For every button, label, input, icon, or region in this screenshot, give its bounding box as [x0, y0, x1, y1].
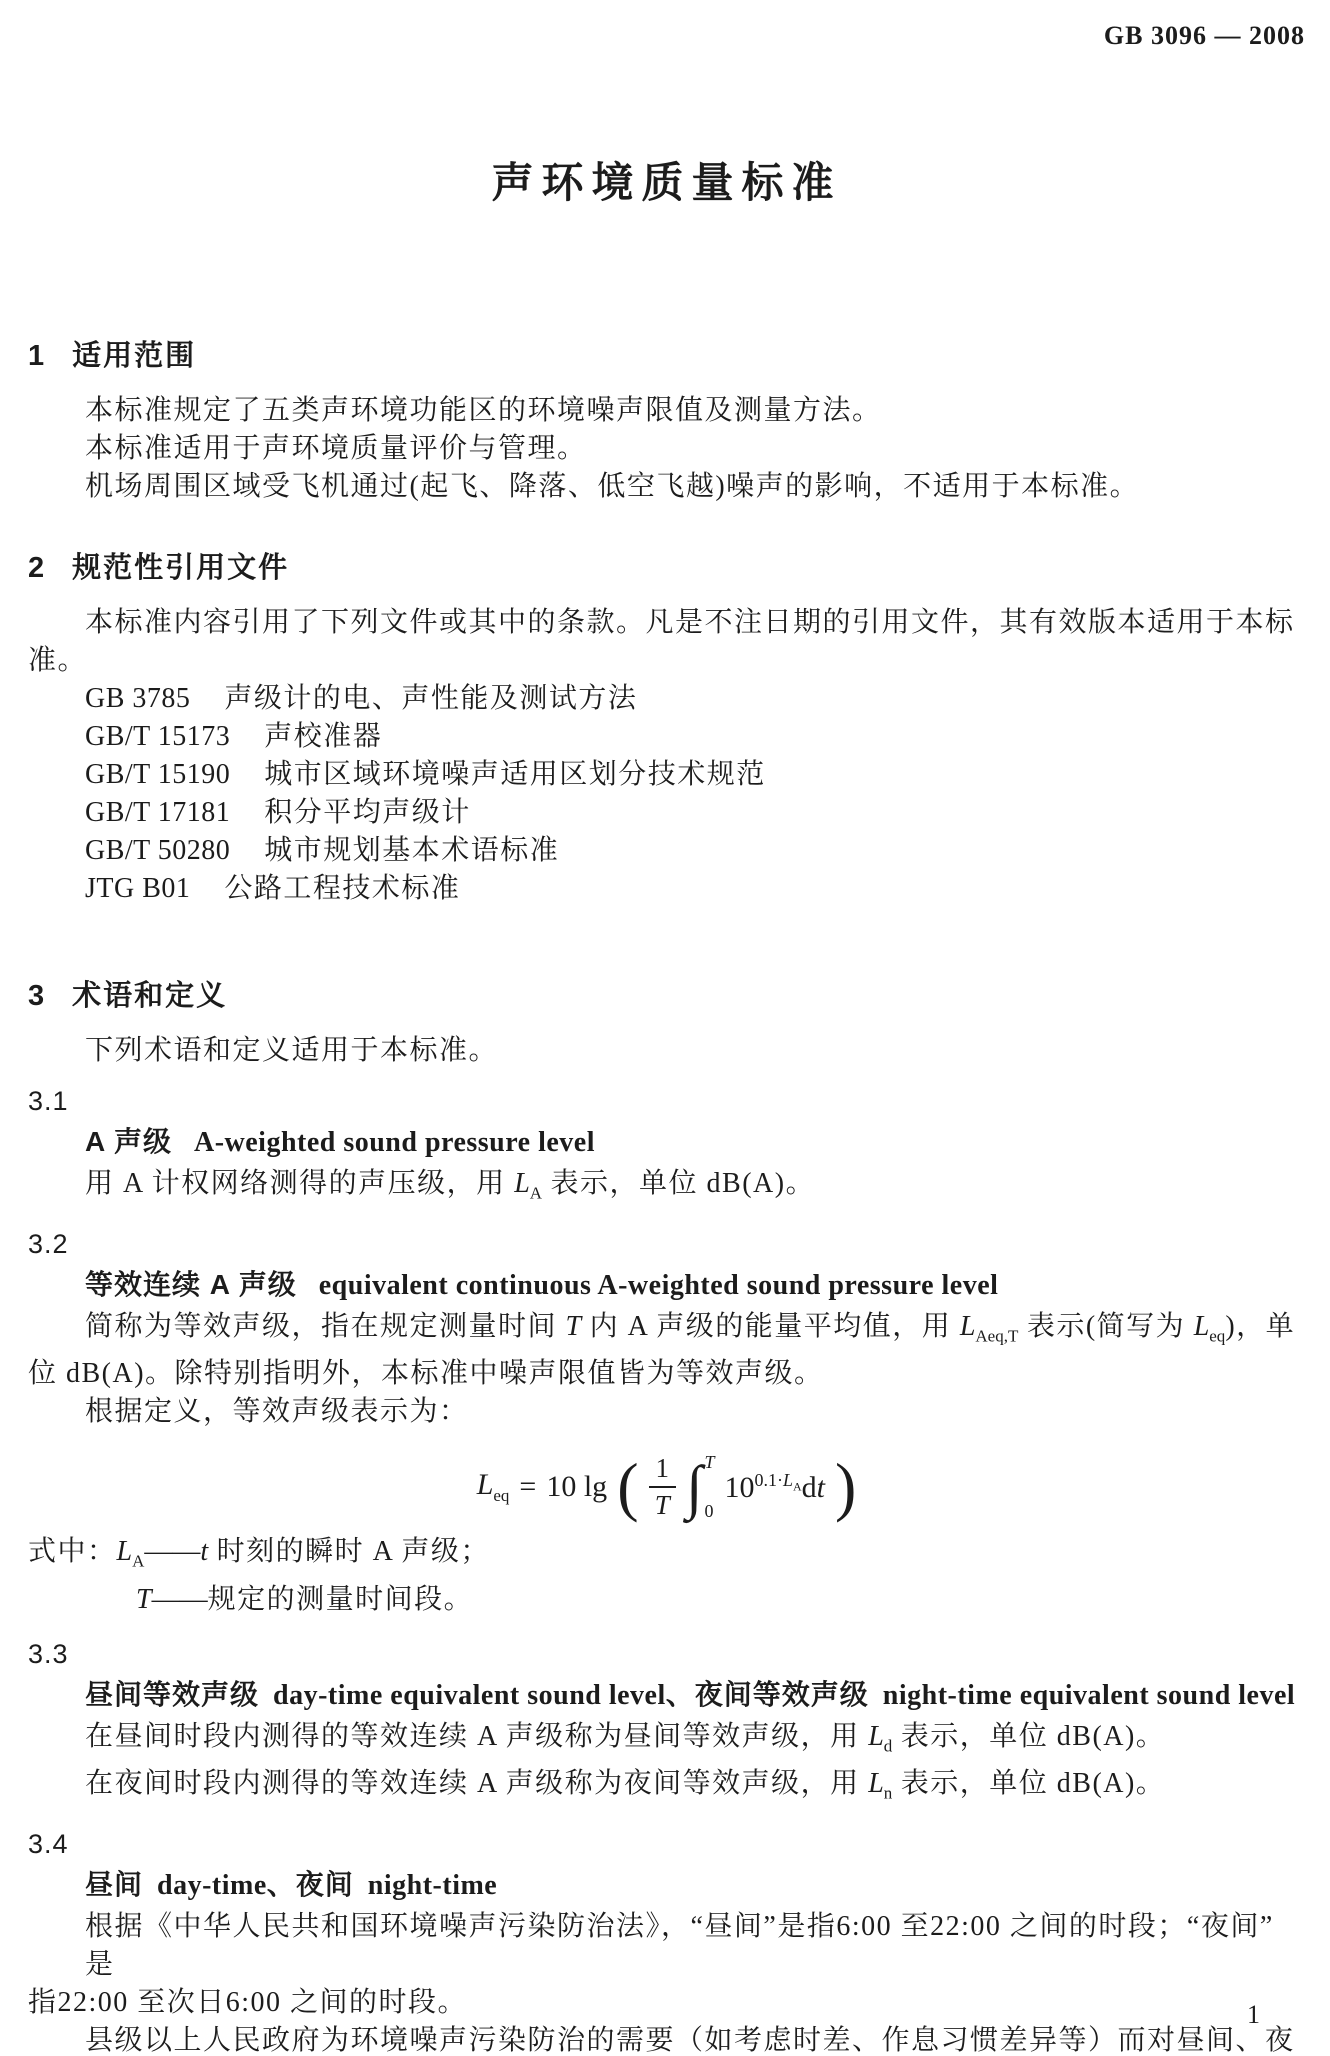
- where-label: 式中：: [28, 1536, 117, 1568]
- reference-code: GB/T 50280: [85, 835, 231, 866]
- term-3-1-zh: A 声级: [85, 1126, 172, 1157]
- subscript: A: [792, 1479, 802, 1494]
- reference-item: [28, 718, 1305, 756]
- fraction-denominator: T: [654, 1490, 670, 1521]
- symbol-LAeqT: L: [959, 1310, 976, 1342]
- section-3-number: 3: [28, 980, 47, 1012]
- reference-item: [28, 794, 1305, 832]
- subscript: Aeq,T: [975, 1326, 1019, 1346]
- symbol-Ld: L: [868, 1720, 884, 1752]
- text-segment: 表示，单位 dB(A)。: [892, 1720, 1166, 1752]
- formula-where-line-2: [28, 1581, 1305, 1619]
- symbol-T: T: [136, 1583, 152, 1615]
- fraction-numerator: 1: [649, 1453, 677, 1488]
- em-dash: ——: [151, 1583, 208, 1615]
- page-title: 声环境质量标准: [491, 159, 842, 206]
- term-3-3-definition-1: [28, 1718, 1305, 1766]
- leq-formula: [28, 1450, 1305, 1523]
- text-segment: 表示(简写为: [1018, 1310, 1194, 1342]
- page-number: 1: [1247, 2000, 1260, 2029]
- term-3-2-definition-line-1: [28, 1308, 1305, 1356]
- subscript: eq: [493, 1486, 510, 1506]
- term-3-3-definition-2: [28, 1765, 1305, 1813]
- term-3-2-heading: [28, 1267, 1305, 1304]
- term-3-1-number: 3.1: [28, 1086, 69, 1116]
- right-paren: ): [834, 1450, 857, 1523]
- reference-code: GB 3785: [85, 683, 191, 714]
- text-segment: 在夜间时段内测得的等效连续 A 声级称为夜间等效声级，用: [85, 1768, 869, 1800]
- reference-item: [28, 680, 1305, 718]
- power-term: [724, 1470, 825, 1505]
- formula-lhs: [477, 1468, 510, 1506]
- integral-sign: ∫: [686, 1454, 703, 1521]
- term-3-2-formula-intro: 根据定义，等效声级表示为：: [85, 1396, 469, 1428]
- fraction-1-over-T: [649, 1453, 677, 1521]
- symbol-Leq: L: [1193, 1310, 1210, 1342]
- section-1-title: 适用范围: [72, 340, 197, 372]
- term-3-4-zh1: 昼间: [85, 1869, 144, 1901]
- text-segment: 表示，单位 dB(A)。: [542, 1168, 816, 1199]
- term-3-4-zh2: 、夜间: [266, 1869, 354, 1901]
- symbol-t: t: [816, 1470, 825, 1504]
- text-segment: 规定的测量时间段。: [207, 1583, 474, 1615]
- text-segment: 在昼间时段内测得的等效连续 A 声级称为昼间等效声级，用: [85, 1720, 869, 1752]
- term-3-1-en: A-weighted sound pressure level: [193, 1127, 596, 1158]
- symbol-t: t: [200, 1536, 209, 1568]
- text-segment: 时刻的瞬时 A 声级；: [208, 1536, 490, 1568]
- symbol-Leq: L: [476, 1468, 494, 1502]
- reference-code: GB/T 15173: [85, 721, 231, 752]
- reference-title: 城市区域环境噪声适用区划分技术规范: [264, 759, 766, 790]
- term-3-4-en2: night-time: [367, 1870, 498, 1902]
- reference-code: GB/T 17181: [85, 797, 231, 828]
- subscript: A: [529, 1183, 543, 1203]
- reference-title: 积分平均声级计: [264, 797, 471, 828]
- term-3-4-paragraph-1-line-2: 指22:00 至次日6:00 之间的时段。: [28, 1987, 468, 2019]
- section-3-heading: [28, 980, 1305, 1012]
- term-3-1-definition: [28, 1165, 1305, 1213]
- equals-sign: =: [519, 1470, 537, 1504]
- reference-item: [28, 832, 1305, 870]
- term-3-2-definition-line-2: 位 dB(A)。除特别指明外，本标准中噪声限值皆为等效声级。: [28, 1358, 824, 1390]
- section-2-paragraph-line-2: 准。: [28, 645, 88, 676]
- base-10: 10: [724, 1470, 755, 1504]
- integral: [686, 1454, 714, 1520]
- section-3-intro: 下列术语和定义适用于本标准。: [85, 1035, 499, 1066]
- term-3-4-paragraph-2: 县级以上人民政府为环境噪声污染防治的需要（如考虑时差、作息习惯差异等）而对昼间、夜: [85, 2025, 1295, 2056]
- section-1-paragraph-3: 机场周围区域受飞机通过(起飞、降落、低空飞越)噪声的影响，不适用于本标准。: [85, 471, 1140, 502]
- reference-code: JTG B01: [85, 873, 191, 904]
- symbol-Ln: L: [868, 1768, 884, 1800]
- section-2-number: 2: [28, 552, 47, 584]
- symbol-LA: L: [116, 1536, 133, 1568]
- section-1-heading: [28, 340, 1305, 372]
- term-3-3-en1: day-time equivalent sound level: [273, 1679, 666, 1711]
- subscript: A: [132, 1551, 145, 1571]
- subscript: n: [883, 1784, 893, 1804]
- text-segment: 表示，单位 dB(A)。: [892, 1768, 1166, 1800]
- doc-header: [28, 0, 1305, 50]
- section-2-heading: [28, 552, 1305, 584]
- reference-item: [28, 870, 1305, 908]
- term-3-4-en1: day-time: [157, 1870, 267, 1902]
- reference-title: 声级计的电、声性能及测试方法: [224, 683, 638, 714]
- text-segment: 声级的能量平均值，用: [647, 1310, 960, 1342]
- term-3-1-heading: [28, 1124, 1305, 1161]
- section-2-paragraph-line-1: 本标准内容引用了下列文件或其中的条款。凡是不注日期的引用文件，其有效版本适用于本标: [85, 607, 1295, 638]
- section-1-number: 1: [28, 340, 47, 372]
- reference-code: GB/T 15190: [85, 759, 231, 790]
- lower-limit: 0: [704, 1501, 714, 1522]
- term-3-2-zh: 等效连续 A 声级: [85, 1268, 297, 1300]
- section-2-title: 规范性引用文件: [72, 552, 290, 584]
- term-3-3-zh2: 、夜间等效声级: [665, 1678, 869, 1710]
- coefficient: 10 lg: [546, 1470, 608, 1504]
- reference-item: [28, 756, 1305, 794]
- section-1-paragraph-1: 本标准规定了五类声环境功能区的环境噪声限值及测量方法。: [85, 395, 882, 426]
- text-segment: 简称为等效声级，指在规定测量时间: [85, 1310, 566, 1342]
- differential-d: d: [801, 1470, 817, 1504]
- text-segment: )，单: [1225, 1310, 1296, 1342]
- term-3-4-paragraph-1-line-1: 根据《中华人民共和国环境噪声污染防治法》，“昼间”是指6:00 至22:00 之间的时段；“夜间” 是: [85, 1911, 1274, 1981]
- term-3-4-heading: [28, 1867, 1305, 1904]
- symbol-LA: L: [514, 1168, 530, 1199]
- text-segment: 内: [581, 1310, 628, 1342]
- term-3-3-number: 3.3: [28, 1638, 69, 1669]
- em-dash: ——: [144, 1536, 201, 1568]
- exponent-coefficient: 0.1·: [754, 1469, 783, 1490]
- symbol-A: A: [627, 1310, 648, 1342]
- symbol-T: T: [565, 1310, 582, 1342]
- exponent: [754, 1469, 802, 1494]
- symbol-LA: L: [782, 1469, 793, 1490]
- reference-title: 声校准器: [264, 721, 383, 752]
- subscript: eq: [1209, 1326, 1226, 1346]
- term-3-4-number: 3.4: [28, 1829, 69, 1860]
- reference-title: 公路工程技术标准: [224, 873, 461, 904]
- term-3-3-heading: [28, 1677, 1305, 1714]
- text-segment: 用 A 计权网络测得的声压级，用: [85, 1168, 515, 1199]
- term-3-2-number: 3.2: [28, 1228, 69, 1259]
- upper-limit: T: [704, 1452, 715, 1473]
- formula-where-line-1: [28, 1533, 1305, 1581]
- section-1-paragraph-2: 本标准适用于声环境质量评价与管理。: [85, 433, 587, 464]
- left-paren: (: [617, 1450, 639, 1523]
- reference-title: 城市规划基本术语标准: [264, 835, 560, 866]
- term-3-2-en: equivalent continuous A-weighted sound pressure level: [318, 1269, 999, 1301]
- integral-limits: [704, 1454, 714, 1520]
- term-3-3-zh1: 昼间等效声级: [85, 1678, 260, 1710]
- term-3-3-en2: night-time equivalent sound level: [882, 1679, 1296, 1711]
- doc-number: GB 3096 — 2008: [1103, 21, 1305, 50]
- subscript: d: [883, 1736, 893, 1756]
- section-3-title: 术语和定义: [72, 980, 228, 1012]
